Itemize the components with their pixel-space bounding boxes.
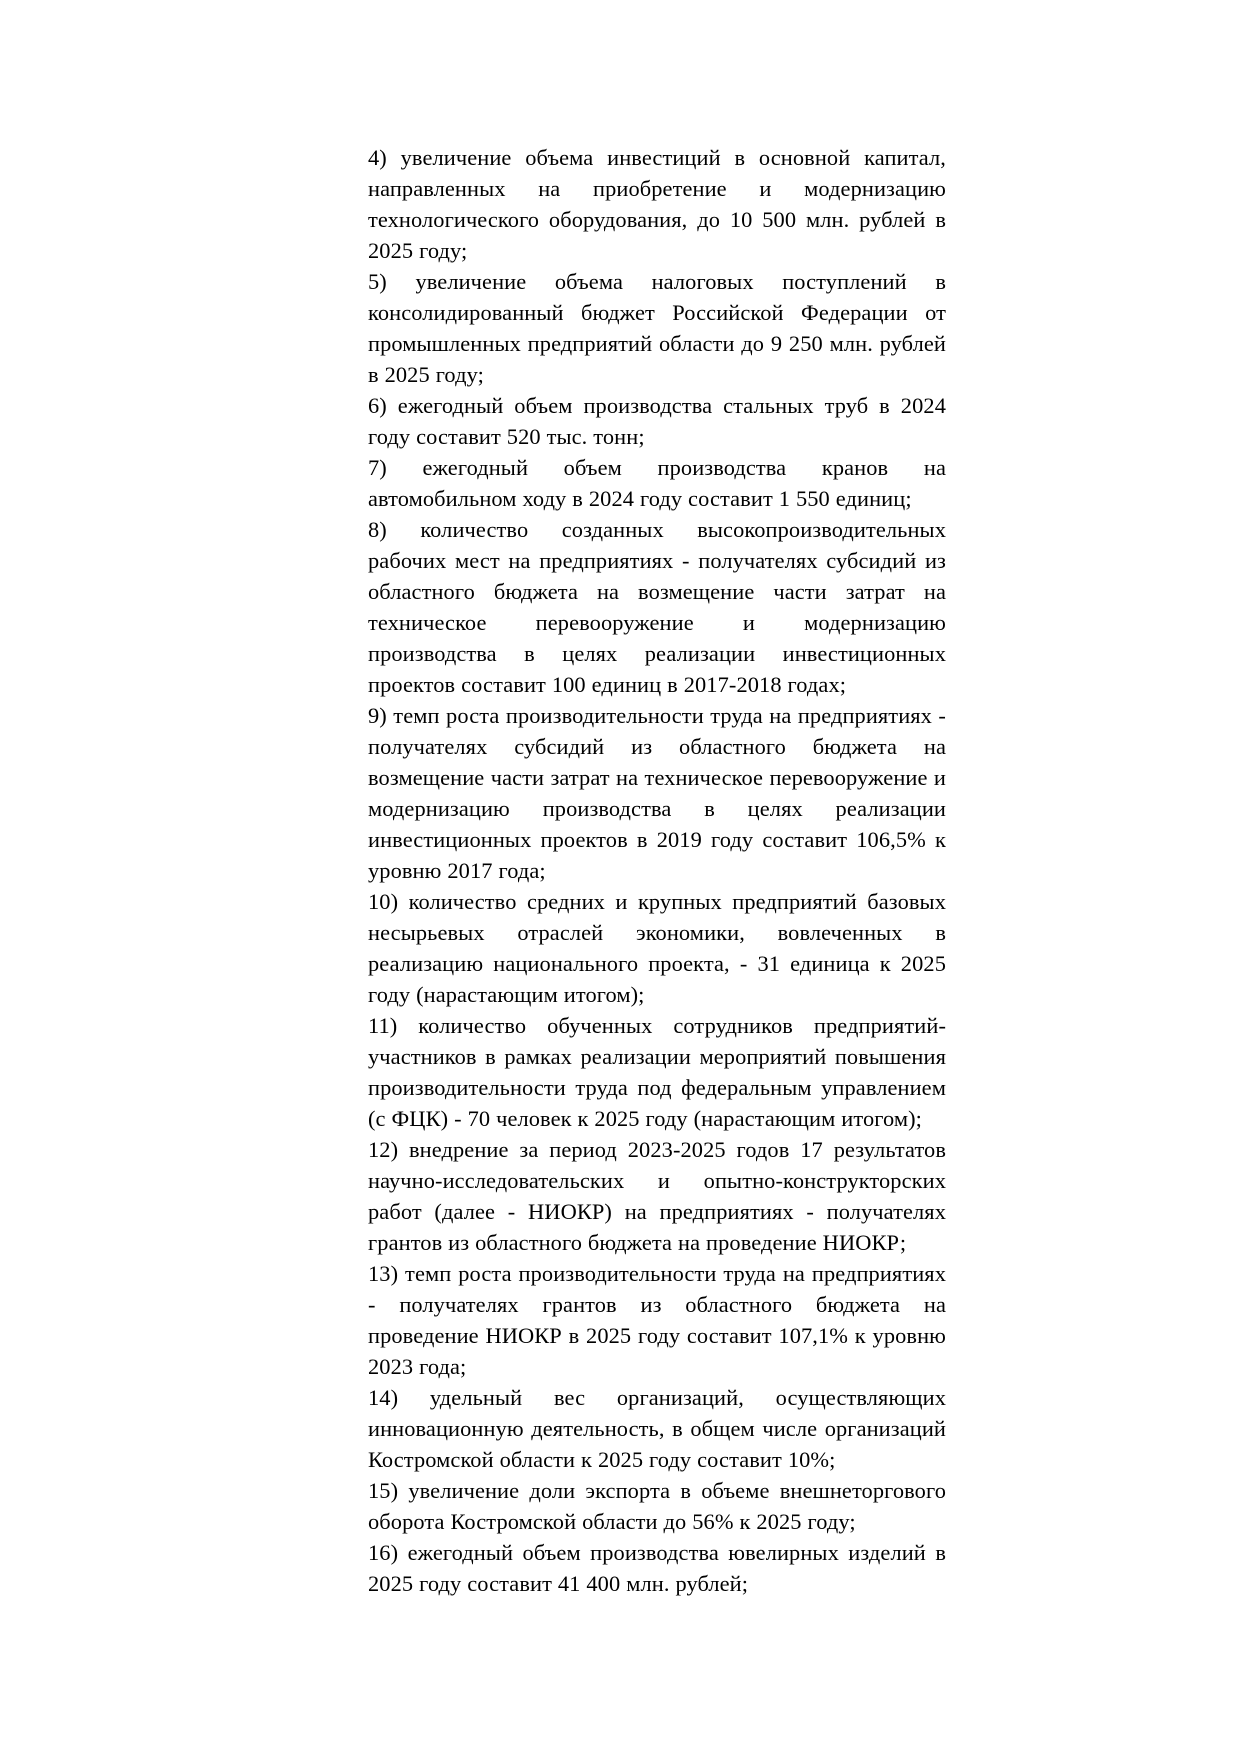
list-item: 4) увеличение объема инвестиций в основной капитал, направленных на приобретение и модернизацию технологического оборудования, до 10 500 млн. рублей в 2025 году; <box>368 145 946 263</box>
list-item: 11) количество обученных сотрудников предприятий-участников в рамках реализации мероприятий повышения производительности труда под федеральным управлением (с ФЦК) - 70 человек к 2025 году (нарастающим итогом); <box>368 1013 946 1131</box>
list-item: 8) количество созданных высокопроизводительных рабочих мест на предприятиях - получателях субсидий из областного бюджета на возмещение части затрат на техническое перевооружение и модернизацию производства в целях реализации инвестиционных проектов составит 100 единиц в 2017-2018 годах; <box>368 517 946 697</box>
list-item: 12) внедрение за период 2023-2025 годов 17 результатов научно-исследовательских и опытно-конструкторских работ (далее - НИОКР) на предприятиях - получателях грантов из областного бюджета на проведение НИОКР; <box>368 1137 946 1255</box>
list-item: 15) увеличение доли экспорта в объеме внешнеторгового оборота Костромской области до 56% к 2025 году; <box>368 1478 946 1534</box>
document-text-column <box>368 142 946 1599</box>
list-item: 7) ежегодный объем производства кранов на автомобильном ходу в 2024 году составит 1 550 единиц; <box>368 455 946 511</box>
list-item: 13) темп роста производительности труда на предприятиях - получателях грантов из областного бюджета на проведение НИОКР в 2025 году составит 107,1% к уровню 2023 года; <box>368 1261 946 1379</box>
list-item: 5) увеличение объема налоговых поступлений в консолидированный бюджет Российской Федерации от промышленных предприятий области до 9 250 млн. рублей в 2025 году; <box>368 269 946 387</box>
list-item: 16) ежегодный объем производства ювелирных изделий в 2025 году составит 41 400 млн. рублей; <box>368 1540 946 1596</box>
list-item: 6) ежегодный объем производства стальных труб в 2024 году составит 520 тыс. тонн; <box>368 393 946 449</box>
list-item: 9) темп роста производительности труда на предприятиях - получателях субсидий из областного бюджета на возмещение части затрат на техническое перевооружение и модернизацию производства в целях реализации инвестиционных проектов в 2019 году составит 106,5% к уровню 2017 года; <box>368 703 946 883</box>
list-item: 14) удельный вес организаций, осуществляющих инновационную деятельность, в общем числе организаций Костромской области к 2025 году составит 10%; <box>368 1385 946 1472</box>
list-item: 10) количество средних и крупных предприятий базовых несырьевых отраслей экономики, вовлеченных в реализацию национального проекта, - 31 единица к 2025 году (нарастающим итогом); <box>368 889 946 1007</box>
